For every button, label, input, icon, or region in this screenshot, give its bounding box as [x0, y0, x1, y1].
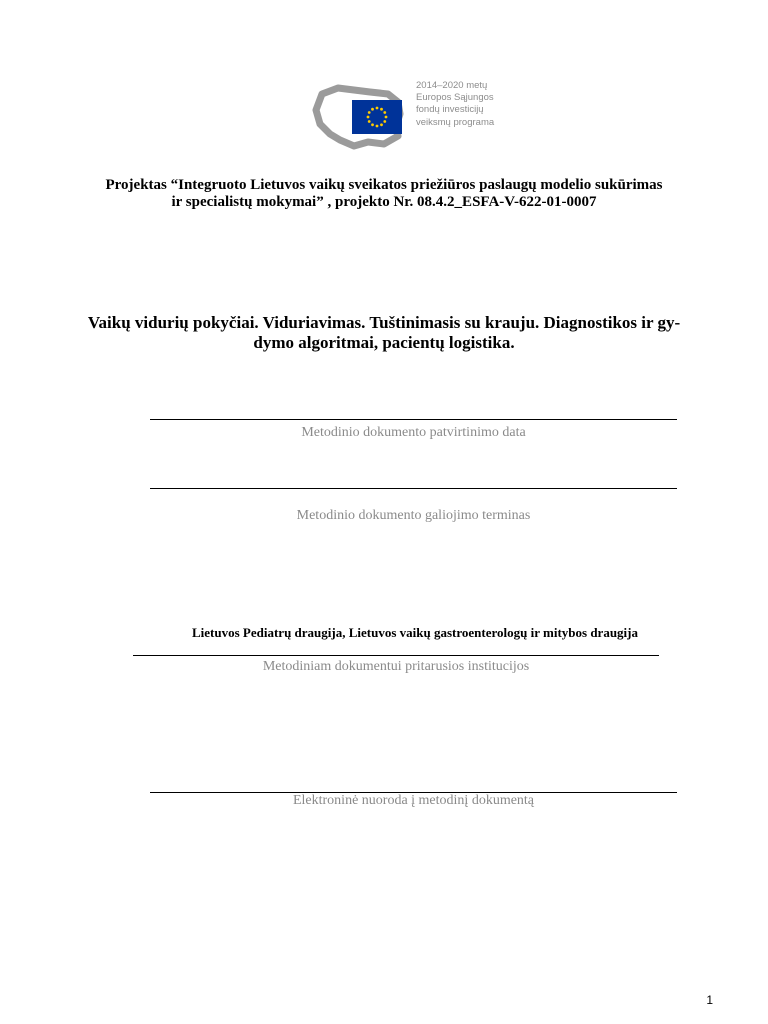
approval-date-caption: Metodinio dokumento patvirtinimo data [301, 425, 526, 440]
validity-caption: Metodinio dokumento galiojimo terminas [296, 508, 531, 523]
logo-line-funds: fondų investicijų [416, 104, 484, 116]
institutions-value: Lietuvos Pediatrų draugija, Lietuvos vaikų gastroenterologų ir mitybos draugija [192, 625, 638, 640]
project-heading [100, 177, 668, 211]
project-heading-line-2: ir specialistų mokymai” , projekto Nr. 08.4.2_ESFA-V-622-01-0007 [171, 194, 597, 210]
document-title-line-2: dymo algoritmai, pacientų logistika. [253, 333, 515, 352]
document-title-line-1: Vaikų vidurių pokyčiai. Viduriavimas. Tuštinimasis su krauju. Diagnostikos ir gy- [87, 313, 681, 332]
logo-line-eu: Europos Sąjungos [416, 92, 494, 104]
link-caption: Elektroninė nuoroda į metodinį dokumentą [292, 793, 535, 808]
logo-line-period: 2014–2020 metų [416, 80, 488, 91]
project-heading-line-1: Projektas “Integruoto Lietuvos vaikų sveikatos priežiūros paslaugų modelio sukūrimas [105, 177, 663, 193]
page-number: 1 [706, 993, 713, 1007]
institutions-caption: Metodiniam dokumentui pritarusios institucijos [262, 659, 530, 674]
lithuania-map-eu-flag-icon [310, 80, 414, 150]
eu-funds-logo [310, 80, 510, 150]
logo-line-programme: veiksmų programa [416, 116, 495, 128]
approval-date-line [150, 419, 677, 420]
logo-caption [416, 80, 494, 129]
institutions-line [133, 655, 659, 656]
validity-line [150, 488, 677, 489]
document-title [50, 313, 718, 353]
